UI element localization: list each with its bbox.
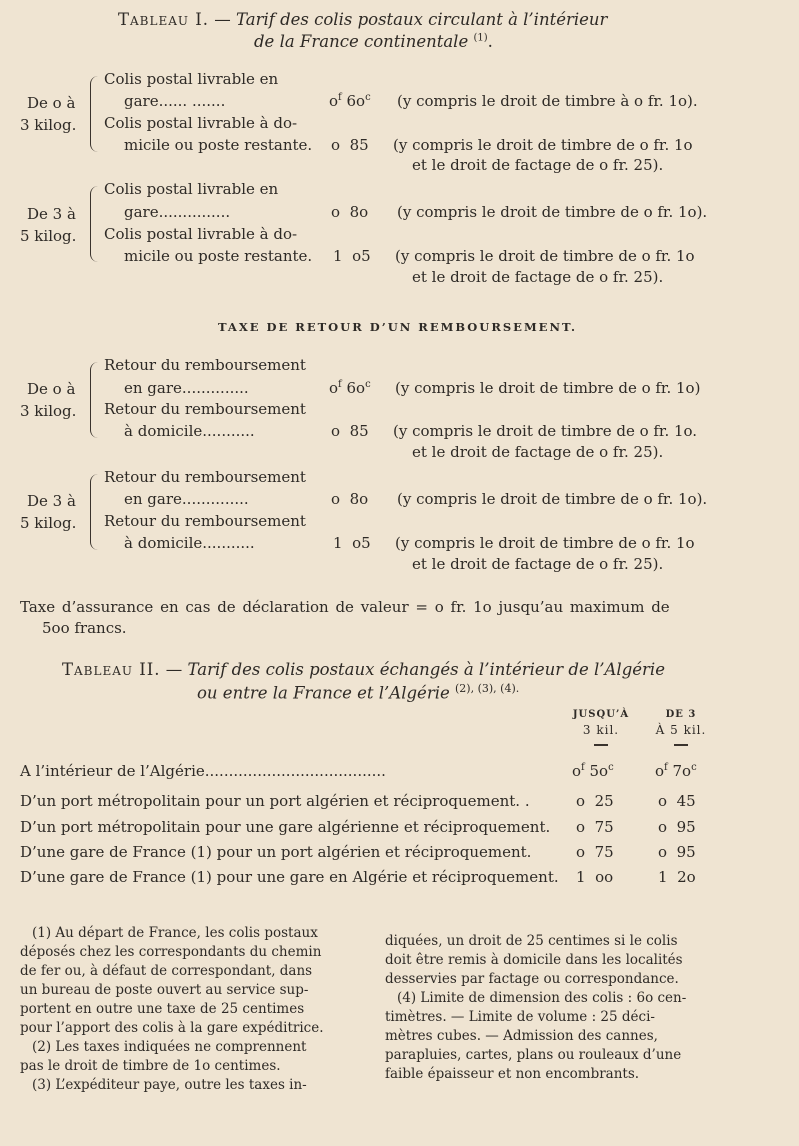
t1-g1-range1: De o à xyxy=(27,94,76,112)
t2-row1-v1 xyxy=(572,762,614,780)
t1-g2-r1-note1: (y compris le droit de timbre de o fr. 1o). xyxy=(397,203,708,221)
fn-left-7: (2) Les taxes indiquées ne comprennent xyxy=(32,1039,307,1055)
fn-right-2: doit être remis à domicile dans les localités xyxy=(385,952,683,968)
fn-left-6: pour l’apport des colis à la gare expéditrice. xyxy=(20,1020,324,1036)
tableau2-title-second xyxy=(197,682,519,703)
t1-g1-r1-l2 xyxy=(124,92,225,110)
fn-right-3: desservies par factage ou correspondance. xyxy=(385,971,679,987)
retour-heading: TAXE DE RETOUR D’UN REMBOURSEMENT. xyxy=(218,320,578,334)
t1-g2-r2-l2: micile ou poste restante. xyxy=(124,247,313,265)
t1-g2-r1-l2 xyxy=(124,203,230,221)
rt-g1-r1-price-mid: 6o xyxy=(341,379,366,397)
tableau1-title-end: . xyxy=(487,32,493,51)
fn-left-8: pas le droit de timbre de 1o centimes. xyxy=(20,1058,281,1074)
fn-right-6: mètres cubes. — Admission des cannes, xyxy=(385,1028,658,1044)
t2-row1-leader: ...................................... xyxy=(204,762,386,780)
t2-row1-v2-sup2: c xyxy=(691,762,697,773)
rt-g2-r2-note1: (y compris le droit de timbre de o fr. 1o xyxy=(395,534,695,552)
tableau2-title-line1: Tarif des colis postaux échangés à l’intérieur de l’Algérie xyxy=(187,660,665,679)
rt-g1-brace xyxy=(90,362,99,438)
tableau1-title-line2: de la France continentale xyxy=(254,32,469,51)
footnotes-right xyxy=(385,932,686,1084)
rt-g1-r2-l1: Retour du remboursement xyxy=(104,400,306,418)
tableau1-title-head: Tableau I. xyxy=(118,10,210,29)
rt-g2-r2-l2 xyxy=(124,534,255,552)
t2-row5-v1: 1 oo xyxy=(576,868,614,886)
t2-col1-head-l1: JUSQU’À xyxy=(572,709,630,720)
t1-g2-range1: De 3 à xyxy=(27,205,76,223)
rt-g1-r2-note2: et le droit de factage de o fr. 25). xyxy=(412,443,664,461)
rt-g1-r1-price-sup: f xyxy=(338,379,342,390)
t1-g1-r2-l1: Colis postal livrable à do- xyxy=(104,114,298,132)
rt-g2-range2: 5 kilog. xyxy=(20,514,77,532)
t2-row4-label: D’une gare de France (1) pour un port algérien et réciproquement. xyxy=(20,843,532,861)
rt-g1-range2: 3 kilog. xyxy=(20,402,77,420)
tableau2-title-line2: ou entre la France et l’Algérie xyxy=(197,683,450,703)
footnotes-left xyxy=(20,924,324,1095)
rt-g2-brace xyxy=(90,474,99,550)
rt-g1-r1-leader: .............. xyxy=(181,379,249,397)
tableau1-title-second xyxy=(254,32,493,51)
tableau2-title-head: Tableau II. xyxy=(62,660,161,679)
t1-g1-range2: 3 kilog. xyxy=(20,116,77,134)
t1-g2-r1-leader: ............... xyxy=(158,203,231,221)
t1-g1-r1-l2-text: gare xyxy=(124,92,159,110)
t2-row1-v1-rest: 5o xyxy=(584,762,609,780)
t2-row5-label: D’une gare de France (1) pour une gare en Algérie et réciproquement. xyxy=(20,868,559,886)
t1-g2-r2-note2: et le droit de factage de o fr. 25). xyxy=(412,268,664,286)
t1-g2-r1-price: o 8o xyxy=(331,203,369,221)
tableau1-title-dash: — xyxy=(209,10,237,29)
rt-g2-r1-l2-text: en gare xyxy=(124,490,182,508)
t1-g1-r2-note1: (y compris le droit de timbre de o fr. 1o xyxy=(393,136,693,154)
rt-g1-r2-leader: ........... xyxy=(202,422,255,440)
rt-g1-r2-price: o 85 xyxy=(331,422,369,440)
t2-col2-head-l2: À 5 kil. xyxy=(655,723,707,737)
t1-g1-r1-price-sup: f xyxy=(338,92,342,103)
t1-g1-r1-l1: Colis postal livrable en xyxy=(104,70,279,88)
rt-g2-r2-l2-text: à domicile xyxy=(124,534,203,552)
rt-g2-range1: De 3 à xyxy=(27,492,76,510)
fn-left-9: (3) L’expéditeur paye, outre les taxes in- xyxy=(32,1077,307,1093)
t2-row4-v1: o 75 xyxy=(576,843,614,861)
t2-row1-v1-a: o xyxy=(572,762,582,780)
t2-row5-v2: 1 2o xyxy=(658,868,696,886)
rt-g1-r1-note1: (y compris le droit de timbre de o fr. 1o) xyxy=(395,379,701,397)
rt-g1-r1-l1: Retour du remboursement xyxy=(104,356,306,374)
t2-row1-v1-sup: f xyxy=(581,762,585,773)
fn-right-1: diquées, un droit de 25 centimes si le colis xyxy=(385,933,678,949)
t2-row1-label xyxy=(20,762,386,780)
t1-g2-r1-l2-text: gare xyxy=(124,203,159,221)
t1-g1-r2-note2: et le droit de factage de o fr. 25). xyxy=(412,156,664,174)
t1-g2-r2-note1: (y compris le droit de timbre de o fr. 1o xyxy=(395,247,695,265)
t1-g2-brace xyxy=(90,186,99,262)
t2-row1-label-text: A l’intérieur de l’Algérie xyxy=(20,762,205,780)
t1-g1-r1-leader: ...... ....... xyxy=(158,92,226,110)
rt-g2-r1-price: o 8o xyxy=(331,490,369,508)
t1-g2-r2-price: 1 o5 xyxy=(333,247,371,265)
t1-g1-r1-price-mid: 6o xyxy=(341,92,366,110)
rt-g2-r2-price: 1 o5 xyxy=(333,534,371,552)
t2-row3-v1: o 75 xyxy=(576,818,614,836)
rt-g1-r1-l2 xyxy=(124,379,249,397)
t2-col1-head-l2: 3 kil. xyxy=(582,723,620,737)
t1-g2-r1-l1: Colis postal livrable en xyxy=(104,180,279,198)
fn-left-3: de fer ou, à défaut de correspondant, dans xyxy=(20,963,313,979)
t2-row3-v2: o 95 xyxy=(658,818,696,836)
t2-col1-dash xyxy=(594,744,608,746)
rt-g2-r2-leader: ........... xyxy=(202,534,255,552)
rt-g1-range1: De o à xyxy=(27,380,76,398)
t1-g2-range2: 5 kilog. xyxy=(20,227,77,245)
fn-right-4: (4) Limite de dimension des colis : 6o cen- xyxy=(397,990,687,1006)
fn-right-8: faible épaisseur et non encombrants. xyxy=(385,1066,640,1082)
t1-g1-brace xyxy=(90,76,99,152)
assurance-line1: Taxe d’assurance en cas de déclaration de valeur = o fr. 1o jusqu’au maximum de xyxy=(20,598,670,616)
rt-g2-r1-l1: Retour du remboursement xyxy=(104,468,306,486)
tableau1-title-note: (1) xyxy=(473,32,488,44)
rt-g2-r2-note2: et le droit de factage de o fr. 25). xyxy=(412,555,664,573)
rt-g1-r1-price xyxy=(329,379,371,397)
t2-row1-v1-sup2: c xyxy=(608,762,614,773)
t1-g2-r2-l1: Colis postal livrable à do- xyxy=(104,225,298,243)
t2-row4-v2: o 95 xyxy=(658,843,696,861)
assurance-line2: 5oo francs. xyxy=(42,619,127,637)
tableau2-title-dash: — xyxy=(160,660,188,679)
t1-g1-r1-price xyxy=(329,92,371,110)
fn-right-7: parapluies, cartes, plans ou rouleaux d’une xyxy=(385,1047,682,1063)
tableau1-title xyxy=(118,10,607,29)
rt-g1-r1-l2-text: en gare xyxy=(124,379,182,397)
fn-left-1: (1) Au départ de France, les colis postaux xyxy=(32,925,318,941)
fn-right-5: timètres. — Limite de volume : 25 déci- xyxy=(385,1009,655,1025)
t2-col2-head-l1: DE 3 xyxy=(665,709,697,720)
t1-g1-r1-note1: (y compris le droit de timbre à o fr. 1o). xyxy=(397,92,698,110)
t2-row2-v2: o 45 xyxy=(658,792,696,810)
rt-g2-r1-leader: .............. xyxy=(181,490,249,508)
rt-g2-r1-note1: (y compris le droit de timbre de o fr. 1o). xyxy=(397,490,708,508)
t2-row1-v2-sup: f xyxy=(664,762,668,773)
rt-g1-r1-price-a: o xyxy=(329,379,339,397)
tableau2-title-notes: (2), (3), (4). xyxy=(455,682,520,695)
rt-g2-r2-l1: Retour du remboursement xyxy=(104,512,306,530)
rt-g1-r2-note1: (y compris le droit de timbre de o fr. 1o. xyxy=(393,422,698,440)
fn-left-2: déposés chez les correspondants du chemin xyxy=(20,944,322,960)
t2-row2-label: D’un port métropolitain pour un port algérien et réciproquement. . xyxy=(20,792,530,810)
t1-g1-r1-price-a: o xyxy=(329,92,339,110)
fn-left-5: portent en outre une taxe de 25 centimes xyxy=(20,1001,305,1017)
t2-row1-v2-a: o xyxy=(655,762,665,780)
rt-g1-r2-l2 xyxy=(124,422,255,440)
tableau2-title xyxy=(62,660,665,679)
t2-row1-v2-rest: 7o xyxy=(667,762,692,780)
t1-g1-r2-l2: micile ou poste restante. xyxy=(124,136,313,154)
rt-g1-r1-price-sup2: c xyxy=(365,379,371,390)
t2-row1-v2 xyxy=(655,762,697,780)
t1-g1-r2-price: o 85 xyxy=(331,136,369,154)
t1-g1-r1-price-sup2: c xyxy=(365,92,371,103)
t2-row3-label: D’un port métropolitain pour une gare algérienne et réciproquement. xyxy=(20,818,551,836)
tableau1-title-line1: Tarif des colis postaux circulant à l’intérieur xyxy=(236,10,608,29)
t2-col2-dash xyxy=(674,744,688,746)
t2-row2-v1: o 25 xyxy=(576,792,614,810)
rt-g2-r1-l2 xyxy=(124,490,249,508)
rt-g1-r2-l2-text: à domicile xyxy=(124,422,203,440)
fn-left-4: un bureau de poste ouvert au service sup- xyxy=(20,982,309,998)
